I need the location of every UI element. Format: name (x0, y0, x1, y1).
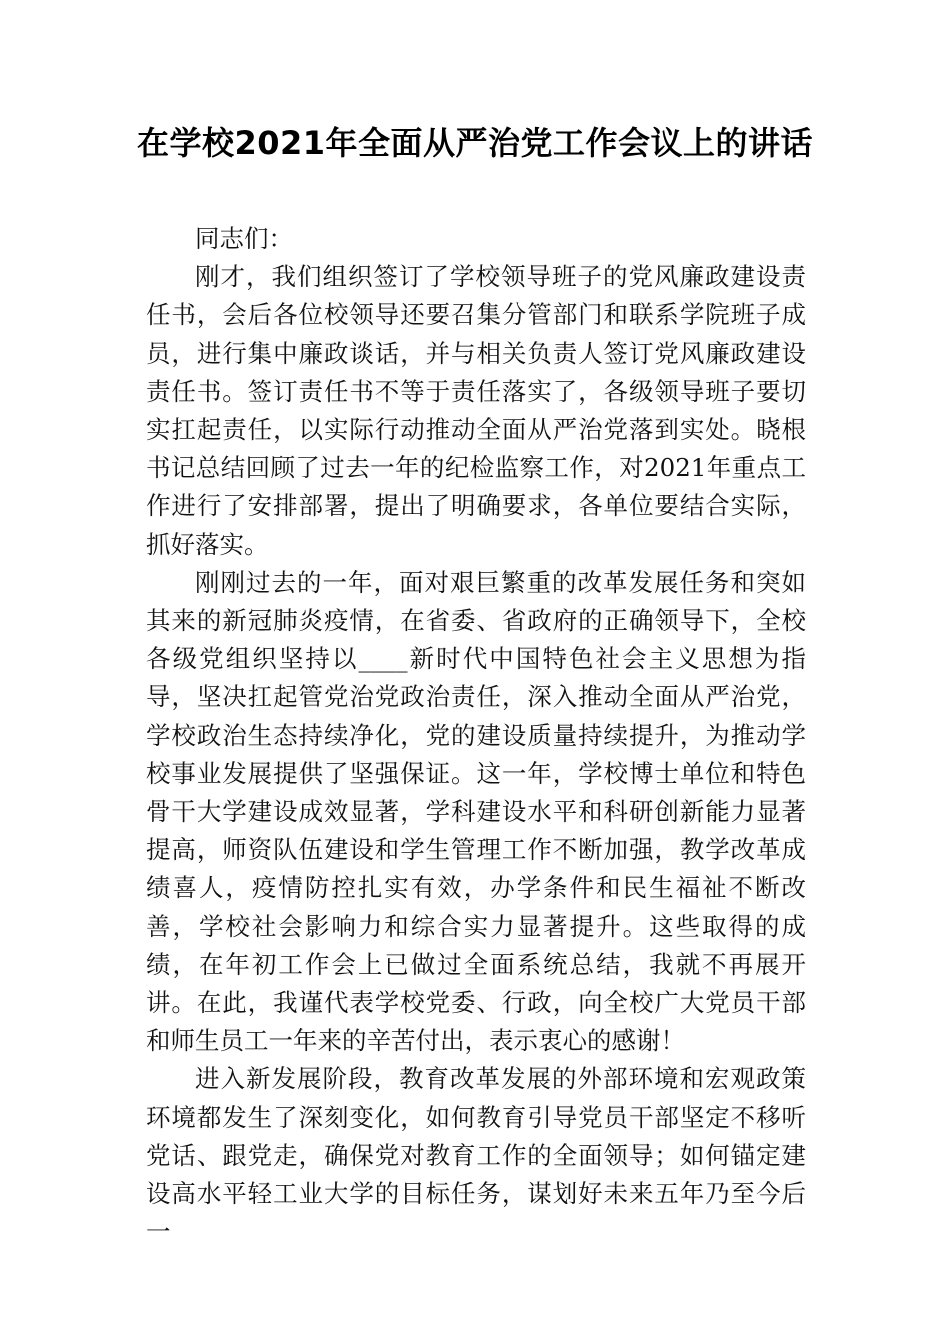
document-title: 在学校2021年全面从严治党工作会议上的讲话 (136, 124, 814, 162)
salutation: 同志们： (195, 224, 293, 253)
body-paragraph-2: 刚刚过去的一年，面对艰巨繁重的改革发展任务和突如其来的新冠肺炎疫情，在省委、省政府的正确领导下，全校各级党组织坚持以____新时代中国特色社会主义思想为指导，坚决扛起管党治党政治责任，深入推动全面从严治党，学校政治生态持续净化，党的建设质量持续提升，为推动学校事业发展提供了坚强保证。这一年，学校博士单位和特色骨干大学建设成效显著，学科建设水平和科研创新能力显著提高，师资队伍建设和学生管理工作不断加强，教学改革成绩喜人，疫情防控扎实有效，办学条件和民生福祉不断改善，学校社会影响力和综合实力显著提升。这些取得的成绩，在年初工作会上已做过全面系统总结，我就不再展开讲。在此，我谨代表学校党委、行政，向全校广大党员干部和师生员工一年来的辛苦付出，表示衷心的感谢！ (146, 567, 806, 1056)
body-paragraph-1: 刚才，我们组织签订了学校领导班子的党风廉政建设责任书，会后各位校领导还要召集分管部门和联系学院班子成员，进行集中廉政谈话，并与相关负责人签订党风廉政建设责任书。签订责任书不等于责任落实了，各级领导班子要切实扛起责任，以实际行动推动全面从严治党落到实处。晓根书记总结回顾了过去一年的纪检监察工作，对2021年重点工作进行了安排部署，提出了明确要求，各单位要结合实际，抓好落实。 (146, 262, 806, 559)
body-paragraph-3: 进入新发展阶段，教育改革发展的外部环境和宏观政策环境都发生了深刻变化，如何教育引导党员干部坚定不移听党话、跟党走，确保党对教育工作的全面领导；如何锚定建设高水平轻工业大学的目标任务，谋划好未来五年乃至今后一 (146, 1064, 806, 1247)
document-body (146, 220, 806, 1251)
